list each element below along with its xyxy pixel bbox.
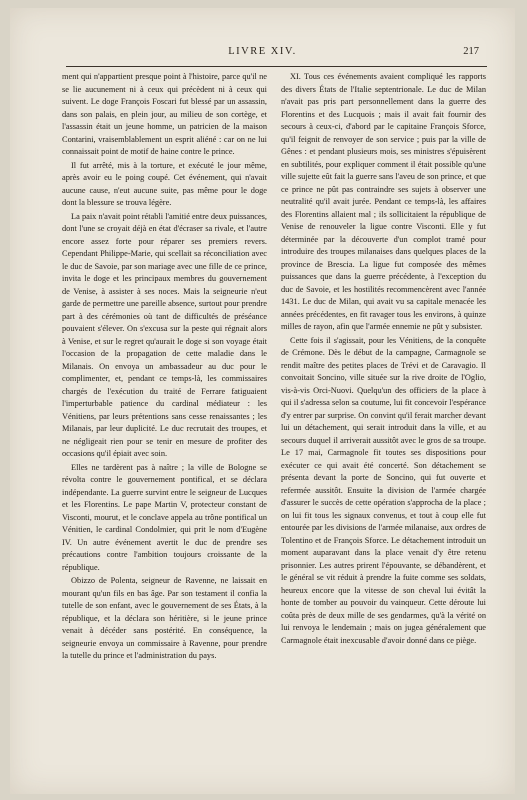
page-header (10, 46, 515, 60)
running-title: LIVRE XIV. (228, 46, 297, 57)
paragraph: Cette fois il s'agissait, pour les Vénitiens, de la conquête de Crémone. Dès le début de la campagne, Carmagnole se rendit maître des petites places de Trévi et de Caravagio. Il convoitait Soncino, ville située sur la rive droite de l'Oglio, vis-à-vis Orci-Nuovi. Quelqu'un des officiers de la place à qui il s'adressa selon sa coutume, lui fit concevoir l'espérance d'y entrer par surprise. On convint qu'il ferait marcher devant lui un détachement, qui serait introduit dans la ville, et au secours duquel il arriverait aussitôt avec le gros de sa troupe. Le 17 mai, Carmagnole fit toutes ses dispositions pour exécuter ce qui avait été concerté. Son détachement se présenta devant la porte de Soncino, qui fut ouverte et refermée aussitôt. Ensuite la division de l'armée chargée d'assurer le succès de cette opération s'approcha de la place ; on lui fit tous les signaux convenus, et tout à coup elle fut entourée par les divisions de l'armée milanaise, aux ordres de Tolentino et de François Sforce. Le détachement introduit un moment auparavant dans la place venait d'y être retenu prisonnier. Les autres prirent l'épouvante, se débandèrent, et le général se vit réduit à prendre la fuite comme ses soldats, heureux encore que la vitesse de son cheval lui évitât la honte de tomber au pouvoir du vainqueur. Cette déroute lui coûta près de deux mille de ses gendarmes, qu'à la vérité on lui renvoya le lendemain ; mais on jugea généralement que Carmagnole était inexcusable d'avoir donné dans ce piège. (281, 335, 486, 645)
page-number: 217 (463, 46, 479, 57)
right-column (281, 71, 486, 776)
header-rule (66, 66, 487, 67)
paragraph: Elles ne tardèrent pas à naître ; la ville de Bologne se révolta contre le gouvernement pontifical, et se déclara indépendante. La guerre survint entre le seigneur de Lucques et les Florentins. Le pape Martin V, protecteur constant de Visconti, mourut, et le conclave appela au trône pontifical un Vénitien, le cardinal Condolmier, qui prit le nom d'Eugène IV. Un autre événement avertit le duc de prendre ses précautions contre l'ambition toujours croissante de la république. (62, 462, 267, 572)
paragraph: Il fut arrêté, mis à la torture, et exécuté le jour même, après avoir eu le poing coupé. Cet événement, qui n'avait aucune cause, n'eut aucune suite, pas même pour le doge dont la blessure se trouva légère. (62, 160, 267, 207)
paragraph: Obizzo de Polenta, seigneur de Ravenne, ne laissait en mourant qu'un fils en bas âge. Par son testament il confia la tutelle de son enfant, avec le gouvernement de ses États, à la république, et la déclara son héritière, si le jeune prince venait à décéder sans postérité. En conséquence, la seigneurie envoya un commissaire à Ravenne, pour prendre la tutelle du prince et l'administration du pays. (62, 576, 267, 660)
book-page (10, 8, 515, 794)
text-columns (62, 71, 486, 776)
paragraph: ment qui n'appartient presque point à l'histoire, parce qu'il ne se lie aucunement ni à ceux qui précèdent ni à ceux qui suivent. Le doge François Foscari fut blessé par un assassin, dans son palais, en plein jour, au milieu de son cortège, et l'assassin était un jeune homme, un patricien de la maison Contarini, vraisemblablement un esprit aliéné : car on ne lui connaissait point de motif de haine contre le prince. (62, 72, 267, 156)
paragraph: XI. Tous ces événements avaient compliqué les rapports des divers États de l'Italie septentrionale. Le duc de Milan n'avait pas pris part personnellement dans la guerre des Florentins et des Lucquois ; mais il avait fait fournir des secours à ceux-ci, d'abord par le capitaine François Sforce, qu'il feignit de renvoyer de son service ; puis par la ville de Gênes : et pendant plusieurs mois, ses ministres s'épuisèrent en subtilités, pour expliquer comment il était possible qu'une ville sujette eût fait la guerre sans l'aveu de son prince, et que ce prince ne pût pas contraindre ses sujets à observer une neutralité qu'il avait jurée. Pendant ce temps-là, les affaires des Florentins allaient mal ; ils sollicitaient la république de Venise de renouveler la ligue contre Visconti. Elle y fut déterminée par la découverte d'un complot tramé pour introduire des troupes milanaises dans quelques places de la province de Brescia. La ligue fut composée des mêmes puissances que dans la guerre précédente, à l'exception du duc de Savoie, et les hostilités recommencèrent avec l'année 1431. Le duc de Milan, qui avait vu sa capitale menacée les années précédentes, en fit ravager tous les environs, à quinze milles de rayon, afin que l'armée ennemie ne pût y subsister. (281, 72, 486, 331)
left-column (62, 71, 267, 776)
paragraph: La paix n'avait point rétabli l'amitié entre deux puissances, dont l'une se croyait déjà en état d'écraser sa rivale, et l'autre encore assez forte pour réparer ses premiers revers. Cependant Philippe-Marie, qui scellait sa réconciliation avec le duc de Savoie, par son mariage avec une fille de ce prince, invita le doge et les principaux membres du gouvernement de Venise, à assister à ses noces. Mais la seigneurie n'eut garde de permettre une pareille absence, surtout pour prendre part à des cérémonies où tant de difficultés de préséance pouvaient s'élever. On s'excusa sur la peste qui régnait alors à Venise, et sur le regret qu'aurait le doge si son voyage était l'occasion de la propagation de cette maladie dans le Milanais. On envoya un ambassadeur au duc pour le complimenter, et, pendant ce temps-là, les commissaires chargés de l'exécution du traité de Ferrare fatiguaient l'imperturbable patience du cardinal médiateur : les Vénitiens, par leurs prétentions sans cesse renaissantes ; les Milanais, par leur duplicité. Le duc recrutait des troupes, et ne négligeait rien pour se tenir en mesure de profiter des occasions qu'il épiait avec soin. (62, 211, 267, 458)
